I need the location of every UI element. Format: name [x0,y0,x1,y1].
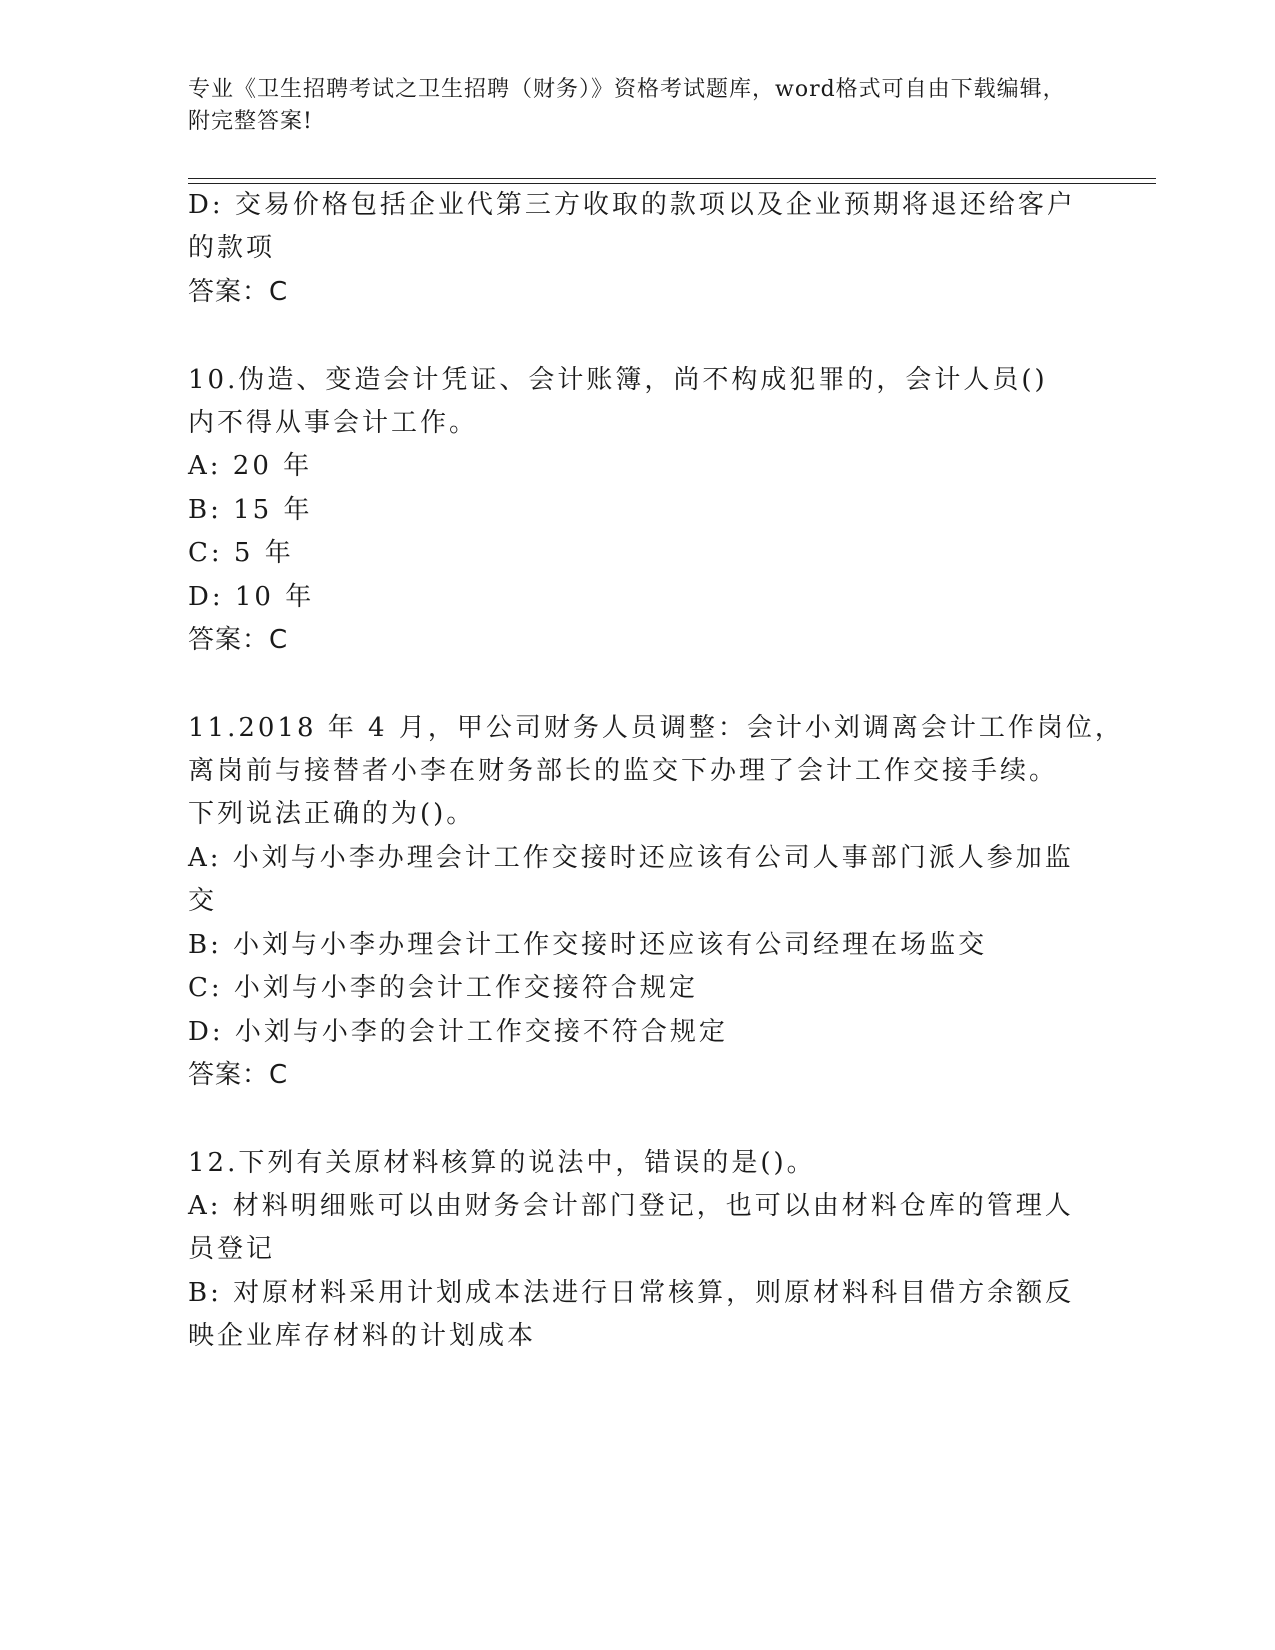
q11-option-b: B: 小刘与小李办理会计工作交接时还应该有公司经理在场监交 [188,930,988,960]
q11-option-c: C: 小刘与小李的会计工作交接符合规定 [188,973,698,1003]
q10-option-b: B: 15 年 [188,495,313,525]
q10-option-a: A: 20 年 [188,451,313,481]
q11-stem-line1: 11.2018 年 4 月，甲公司财务人员调整：会计小刘调离会计工作岗位， [188,713,1124,743]
q12-option-a-line1: A: 材料明细账可以由财务会计部门登记，也可以由材料仓库的管理人 [188,1191,1074,1221]
page-header: 专业《卫生招聘考试之卫生招聘（财务）》资格考试题库，word格式可自由下载编辑，附完整答案! [188,77,1066,134]
q12-option-b-line1: B: 对原材料采用计划成本法进行日常核算，则原材料科目借方余额反 [188,1278,1075,1308]
q10-option-d: D: 10 年 [188,582,315,612]
q11-stem-line2: 离岗前与接替者小李在财务部长的监交下办理了会计工作交接手续。 [188,756,1059,786]
header-divider-top [188,178,1156,179]
header-divider-bottom [188,183,1156,184]
q10-stem-line2: 内不得从事会计工作。 [188,408,479,438]
q12-option-b-line2: 映企业库存材料的计划成本 [188,1321,537,1351]
q9-answer: 答案：C [188,277,289,307]
q9-option-d-line1: D: 交易价格包括企业代第三方收取的款项以及企业预期将退还给客户 [188,190,1076,220]
q11-option-a-line2: 交 [188,886,218,916]
q11-option-a-line1: A: 小刘与小李办理会计工作交接时还应该有公司人事部门派人参加监 [188,843,1074,873]
q12-stem-line1: 12.下列有关原材料核算的说法中，错误的是()。 [188,1148,816,1178]
q12-option-a-line2: 员登记 [188,1234,276,1264]
q10-stem-line1: 10.伪造、变造会计凭证、会计账簿，尚不构成犯罪的，会计人员() [188,365,1048,395]
q11-answer: 答案：C [188,1060,289,1090]
q10-answer: 答案：C [188,625,289,655]
q10-option-c: C: 5 年 [188,538,294,568]
q11-option-d: D: 小刘与小李的会计工作交接不符合规定 [188,1017,728,1047]
q11-stem-line3: 下列说法正确的为()。 [188,799,476,829]
q9-option-d-line2: 的款项 [188,233,276,263]
